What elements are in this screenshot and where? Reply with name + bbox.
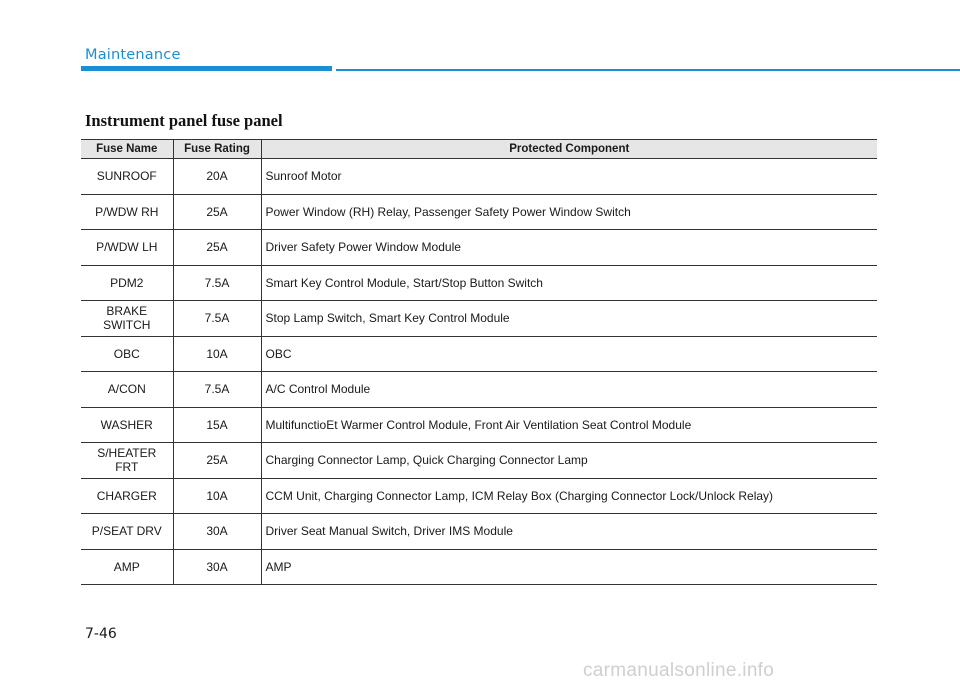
protected-component-cell: CCM Unit, Charging Connector Lamp, ICM Relay Box (Charging Connector Lock/Unlock Relay) <box>261 478 877 514</box>
fuse-rating-cell: 7.5A <box>173 301 261 337</box>
table-row <box>81 407 877 443</box>
fuse-rating-cell: 30A <box>173 549 261 585</box>
fuse-rating-cell: 20A <box>173 159 261 195</box>
fuse-name-cell: P/WDW RH <box>81 194 173 230</box>
fuse-name-cell: S/HEATER FRT <box>81 443 173 479</box>
fuse-name-cell: SUNROOF <box>81 159 173 195</box>
header-rule-thick <box>81 66 332 71</box>
fuse-name-cell: BRAKE SWITCH <box>81 301 173 337</box>
fuse-rating-cell: 15A <box>173 407 261 443</box>
protected-component-cell: AMP <box>261 549 877 585</box>
fuse-name-cell: WASHER <box>81 407 173 443</box>
table-header-row <box>81 140 877 159</box>
fuse-rating-cell: 7.5A <box>173 265 261 301</box>
table-row <box>81 478 877 514</box>
protected-component-cell: MultifunctioEt Warmer Control Module, Front Air Ventilation Seat Control Module <box>261 407 877 443</box>
fuse-rating-cell: 25A <box>173 443 261 479</box>
table-row <box>81 230 877 266</box>
protected-component-cell: Charging Connector Lamp, Quick Charging Connector Lamp <box>261 443 877 479</box>
table-body <box>81 159 877 585</box>
table-row <box>81 549 877 585</box>
fuse-rating-cell: 10A <box>173 478 261 514</box>
protected-component-cell: Smart Key Control Module, Start/Stop Button Switch <box>261 265 877 301</box>
column-header-fuse-name: Fuse Name <box>81 140 173 159</box>
protected-component-cell: OBC <box>261 336 877 372</box>
protected-component-cell: Driver Seat Manual Switch, Driver IMS Module <box>261 514 877 550</box>
protected-component-cell: Power Window (RH) Relay, Passenger Safety Power Window Switch <box>261 194 877 230</box>
column-header-fuse-rating: Fuse Rating <box>173 140 261 159</box>
protected-component-cell: Sunroof Motor <box>261 159 877 195</box>
page-title: Instrument panel fuse panel <box>85 111 283 130</box>
fuse-name-cell: CHARGER <box>81 478 173 514</box>
column-header-protected-component: Protected Component <box>261 140 877 159</box>
fuse-name-cell: A/CON <box>81 372 173 408</box>
fuse-table <box>81 139 877 585</box>
protected-component-cell: Driver Safety Power Window Module <box>261 230 877 266</box>
fuse-rating-cell: 10A <box>173 336 261 372</box>
table-row <box>81 265 877 301</box>
fuse-name-cell: PDM2 <box>81 265 173 301</box>
header-rule-thin <box>336 69 960 71</box>
table-row <box>81 514 877 550</box>
fuse-rating-cell: 25A <box>173 230 261 266</box>
fuse-rating-cell: 25A <box>173 194 261 230</box>
fuse-rating-cell: 30A <box>173 514 261 550</box>
table-row <box>81 159 877 195</box>
fuse-rating-cell: 7.5A <box>173 372 261 408</box>
protected-component-cell: Stop Lamp Switch, Smart Key Control Module <box>261 301 877 337</box>
table-row <box>81 336 877 372</box>
fuse-name-cell: AMP <box>81 549 173 585</box>
fuse-name-cell: OBC <box>81 336 173 372</box>
section-label: Maintenance <box>85 47 181 63</box>
page-number: 7-46 <box>85 626 117 642</box>
table-row <box>81 372 877 408</box>
table-row <box>81 443 877 479</box>
protected-component-cell: A/C Control Module <box>261 372 877 408</box>
watermark: carmanualsonline.info <box>583 660 775 681</box>
table-row <box>81 194 877 230</box>
fuse-name-cell: P/SEAT DRV <box>81 514 173 550</box>
table-row <box>81 301 877 337</box>
fuse-name-cell: P/WDW LH <box>81 230 173 266</box>
